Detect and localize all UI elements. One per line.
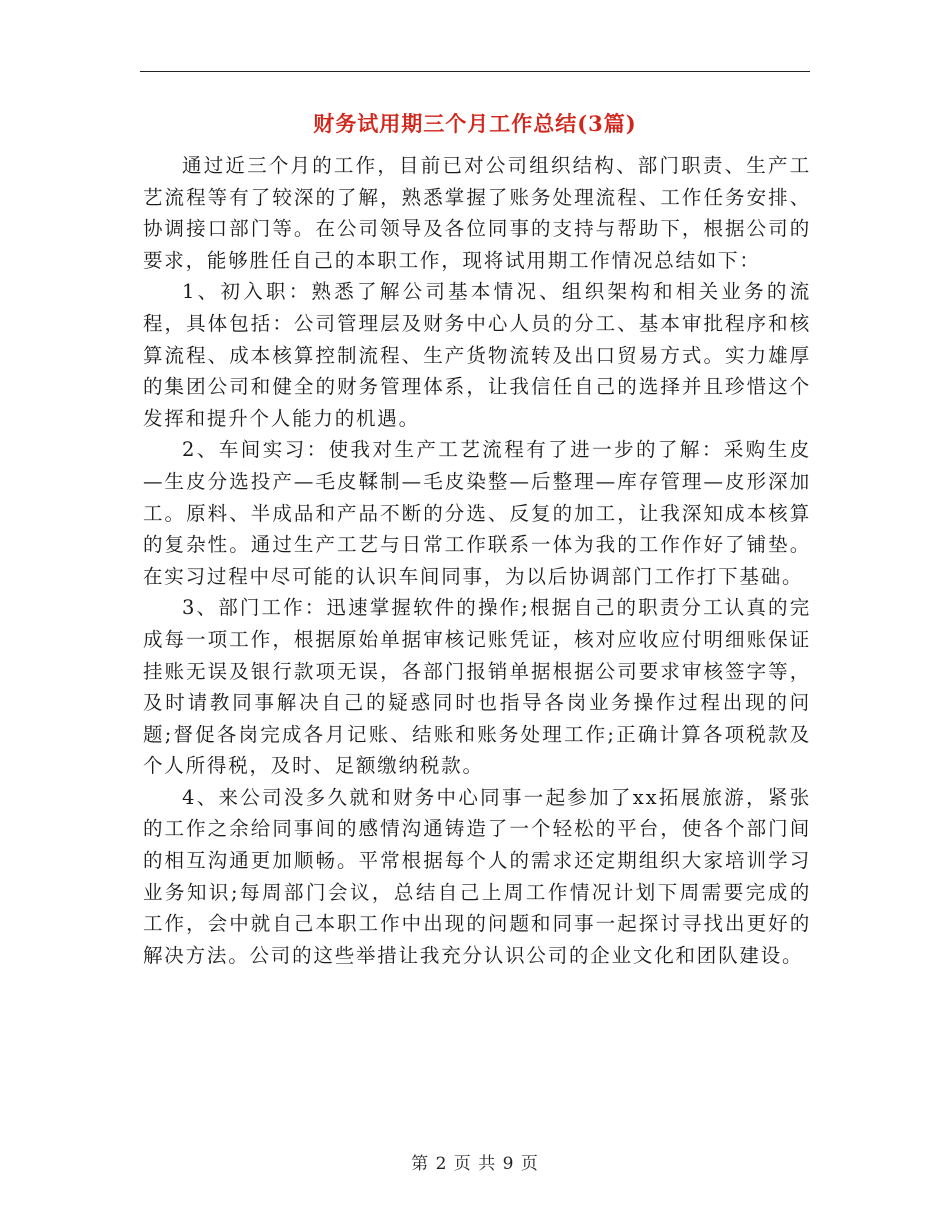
intro-paragraph: 通过近三个月的工作，目前已对公司组织结构、部门职责、生产工艺流程等有了较深的了解，熟悉掌握了账务处理流程、工作任务安排、协调接口部门等。在公司领导及各位同事的支持与帮助下，根据公司的要求，能够胜任自己的本职工作，现将试用期工作情况总结如下：: [143, 154, 811, 272]
document-body: [143, 150, 811, 971]
section-1-paragraph: 1、初入职：熟悉了解公司基本情况、组织架构和相关业务的流程，具体包括：公司管理层及财务中心人员的分工、基本审批程序和核算流程、成本核算控制流程、生产货物流转及出口贸易方式。实力雄厚的集团公司和健全的财务管理体系，让我信任自己的选择并且珍惜这个发挥和提升个人能力的机遇。: [143, 280, 811, 430]
section-3-paragraph: 3、部门工作：迅速掌握软件的操作;根据自己的职责分工认真的完成每一项工作，根据原始单据审核记账凭证，核对应收应付明细账保证挂账无误及银行款项无误，各部门报销单据根据公司要求审核签字等，及时请教同事解决自己的疑惑同时也指导各岗业务操作过程出现的问题;督促各岗完成各月记账、结账和账务处理工作;正确计算各项税款及个人所得税，及时、足额缴纳税款。: [143, 596, 811, 778]
section-4-paragraph: 4、来公司没多久就和财务中心同事一起参加了xx拓展旅游，紧张的工作之余给同事间的感情沟通铸造了一个轻松的平台，使各个部门间的相互沟通更加顺畅。平常根据每个人的需求还定期组织大家培训学习业务知识;每周部门会议，总结自己上周工作情况计划下周需要完成的工作，会中就自己本职工作中出现的问题和同事一起探讨寻找出更好的解决方法。公司的这些举措让我充分认识公司的企业文化和团队建设。: [143, 785, 811, 967]
header-rule: [140, 71, 810, 72]
document-title: 财务试用期三个月工作总结(3篇): [313, 111, 637, 136]
section-2-paragraph: 2、车间实习：使我对生产工艺流程有了进一步的了解：采购生皮—生皮分选投产—毛皮鞣制—毛皮染整—后整理—库存管理—皮形深加工。原料、半成品和产品不断的分选、反复的加工，让我深知成本核算的复杂性。通过生产工艺与日常工作联系一体为我的工作作好了铺垫。在实习过程中尽可能的认识车间同事，为以后协调部门工作打下基础。: [143, 438, 811, 588]
page-number-footer: 第 2 页 共 9 页: [411, 1154, 539, 1174]
